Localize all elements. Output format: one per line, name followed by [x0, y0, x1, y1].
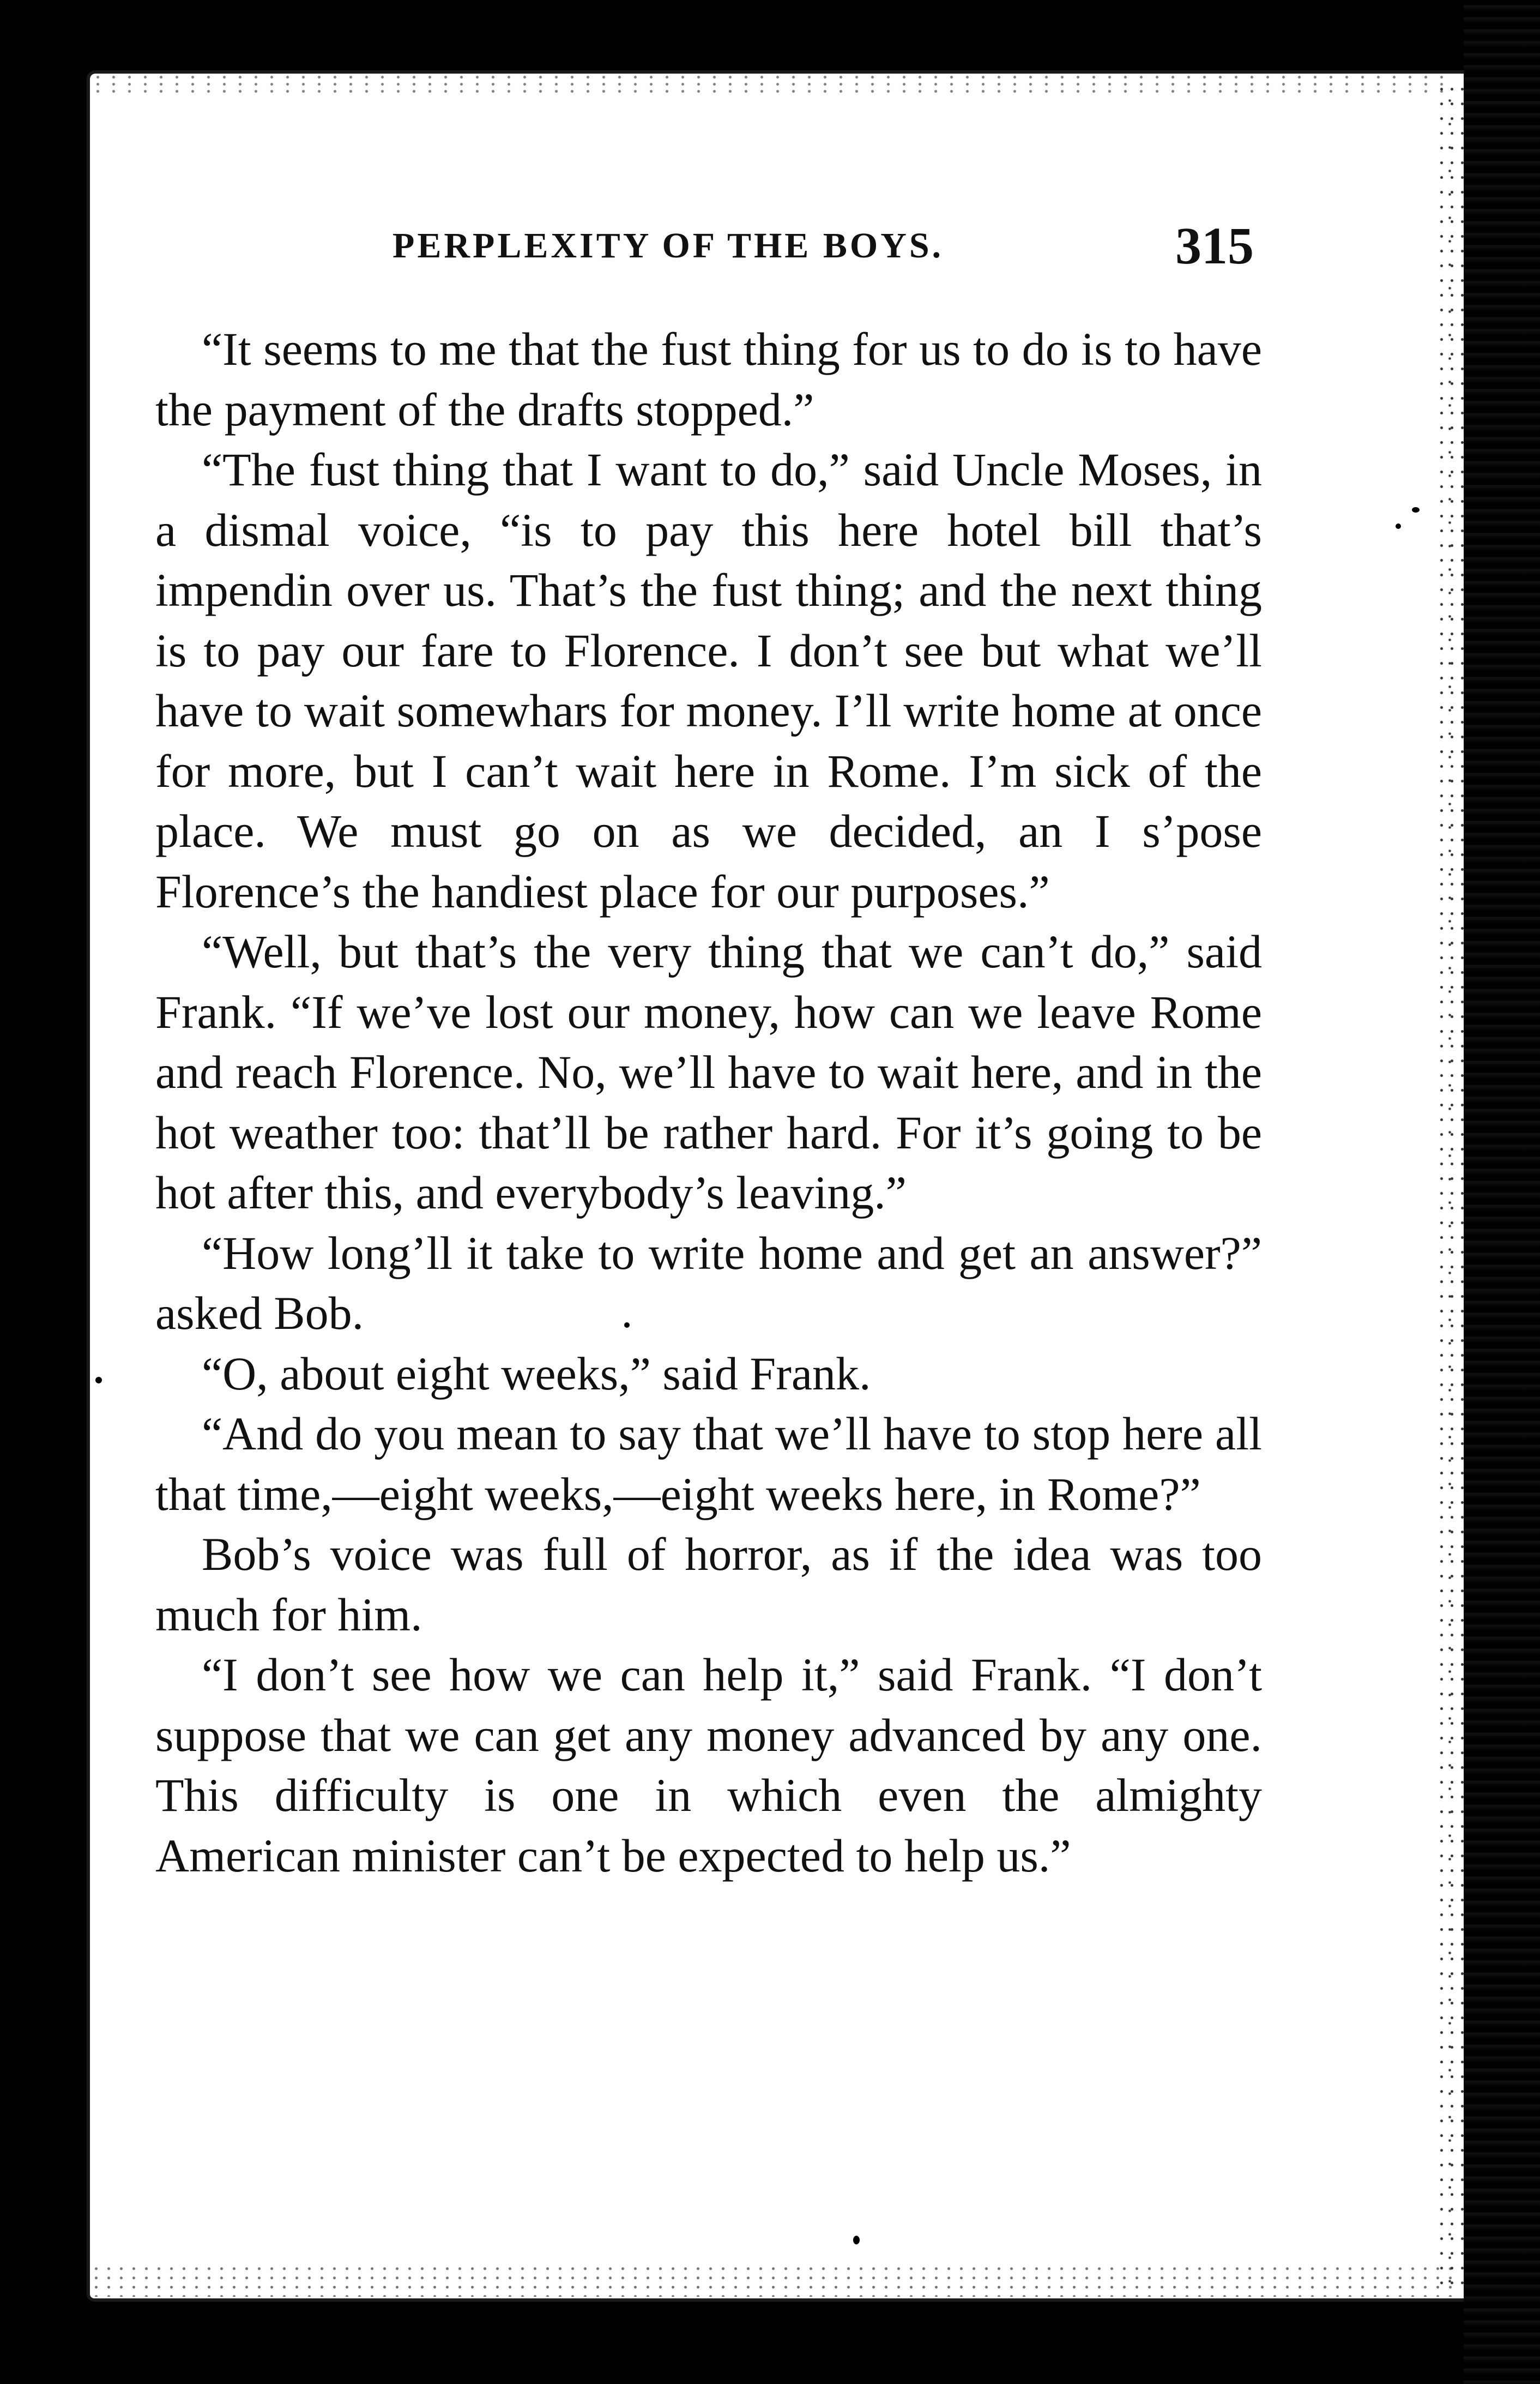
body-text: [155, 319, 1262, 1886]
paragraph: Bob’s voice was full of horror, as if the idea was too much for him.: [155, 1528, 1262, 1641]
scan-right-edge: [1464, 0, 1540, 2384]
scan-top-edge: [90, 74, 1453, 95]
paragraph: “It seems to me that the fust thing for us to do is to have the payment of the drafts stopped.”: [155, 323, 1262, 436]
page-header: [392, 215, 1254, 275]
scan-speck: [1396, 523, 1401, 529]
scan-left-edge: [0, 0, 16, 2384]
scan-bottom-edge: [90, 2264, 1453, 2297]
paragraph: “And do you mean to say that we’ll have to stop here all that time,—eight weeks,—eight weeks here, in Rome?”: [155, 1407, 1262, 1520]
scan-speck: [853, 2236, 860, 2244]
paragraph: “How long’ll it take to write home and get an answer?” asked Bob.: [155, 1226, 1262, 1339]
paragraph: “The fust thing that I want to do,” said Uncle Moses, in a dismal voice, “is to pay this here hotel bill that’s impendin over us. That’s the fust thing; and the next thing is to pay our fare to Florence. I don’t see but what we’ll have to wait somewhars for money. I’ll write home at once for more, but I can’t wait here in Rome. I’m sick of the place. We must go on as we decided, an I s’pose Florence’s the handiest place for our purposes.”: [155, 443, 1262, 918]
paragraph: “O, about eight weeks,” said Frank.: [202, 1347, 871, 1400]
paragraph: “I don’t see how we can help it,” said Frank. “I don’t suppose that we can get any money advanced by any one. This difficulty is one in which even the almighty American minister can’t be expected to help us.”: [155, 1648, 1262, 1882]
scan-speck: [95, 1377, 102, 1383]
running-head: PERPLEXITY OF THE BOYS.: [392, 226, 944, 266]
page-number: 315: [1175, 216, 1254, 275]
paragraph: “Well, but that’s the very thing that we can’t do,” said Frank. “If we’ve lost our money, how can we leave Rome and reach Florence. No, we’ll have to wait here, and in the hot weather too: that’ll be rather hard. For it’s going to be hot after this, and everybody’s leaving.”: [155, 925, 1262, 1219]
scan-speck: [1412, 507, 1420, 513]
